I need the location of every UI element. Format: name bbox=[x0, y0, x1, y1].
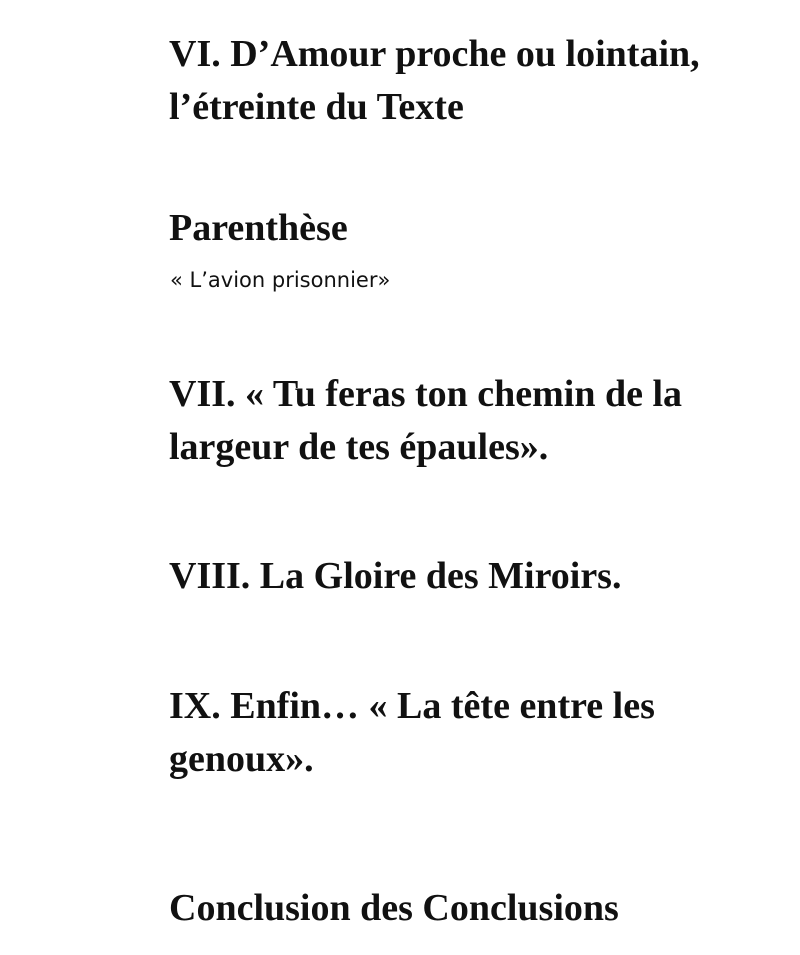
toc-entry-line: VIII. La Gloire des Miroirs. bbox=[169, 555, 622, 597]
toc-entry-chapter-ix bbox=[169, 680, 769, 786]
toc-entry-subtitle: « L’avion prisonnier» bbox=[170, 268, 391, 292]
toc-entry-line: genoux». bbox=[169, 738, 314, 780]
toc-entry-line: largeur de tes épaules». bbox=[169, 426, 549, 468]
toc-entry-chapter-viii bbox=[169, 550, 769, 603]
toc-entry-line: VI. D’Amour proche ou lointain, bbox=[169, 33, 700, 75]
toc-entry-line: Conclusion des Conclusions bbox=[169, 887, 619, 929]
toc-entry-chapter-vii bbox=[169, 368, 769, 474]
toc-entry-line: Parenthèse bbox=[169, 207, 348, 249]
toc-entry-conclusion bbox=[169, 882, 769, 935]
toc-entry-parenthese bbox=[169, 202, 769, 255]
toc-entry-line: VII. « Tu feras ton chemin de la bbox=[169, 373, 683, 415]
toc-entry-line: IX. Enfin… « La tête entre les bbox=[169, 685, 655, 727]
toc-entry-chapter-vi bbox=[169, 28, 769, 134]
toc-entry-line: l’étreinte du Texte bbox=[169, 86, 464, 128]
